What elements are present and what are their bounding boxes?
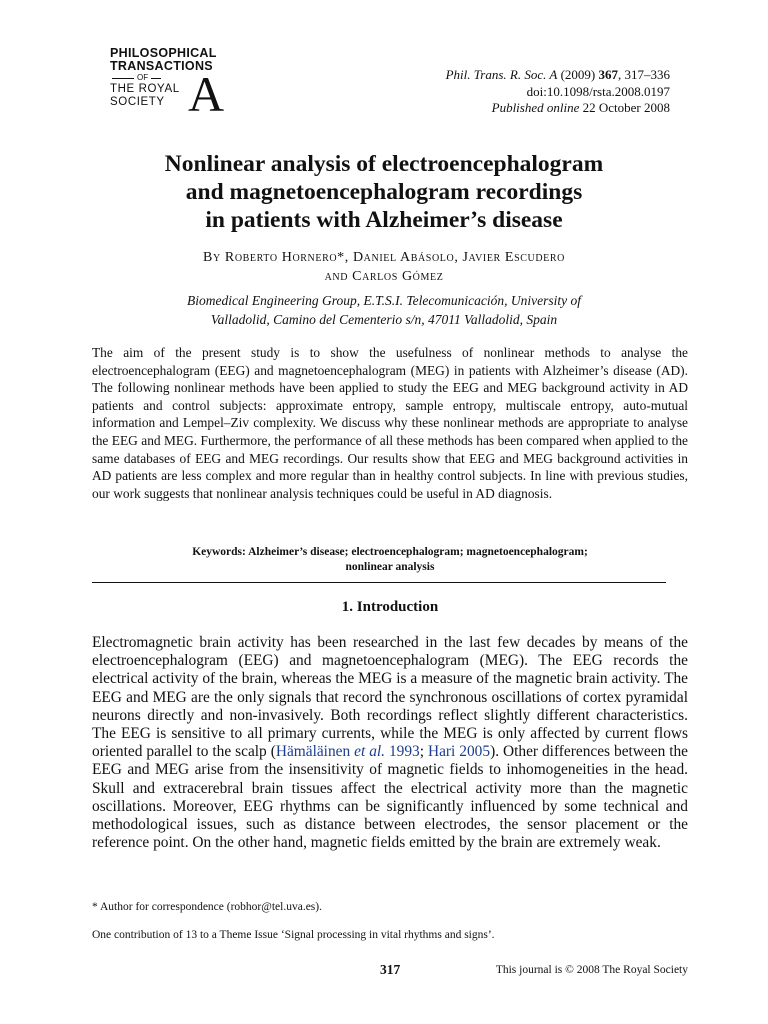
affiliation <box>90 291 678 329</box>
paper-title <box>90 150 678 234</box>
keywords-line: nonlinear analysis <box>345 561 435 573</box>
introduction-paragraph <box>92 634 688 852</box>
logo-line-society: SOCIETY <box>110 95 165 108</box>
citation-line <box>446 67 670 84</box>
logo-line-the-royal: THE ROYAL <box>110 83 180 95</box>
title-line: and magnetoencephalogram recordings <box>185 179 583 205</box>
keywords-line: Keywords: Alzheimer’s disease; electroencephalogram; magnetoencephalogram; <box>192 546 588 558</box>
copyright-notice: This journal is © 2008 The Royal Society <box>495 964 688 976</box>
citation-separator: ; <box>419 743 428 761</box>
journal-logo <box>110 46 240 122</box>
citation-pages: , 317–336 <box>618 67 670 82</box>
abstract: The aim of the present study is to show the usefulness of nonlinear methods to analyse the electroencephalogram (EEG) and magnetoencephalogram (MEG) in patients with Alzheimer’s disease (AD). The following nonlinear methods have been applied to study the EEG and MEG background activity in AD patients and control subjects: approximate entropy, sample entropy, multiscale entropy, auto-mutual information and Lempel–Ziv complexity. We discuss why these nonlinear methods are appropriate to analyse the EEG and MEG. Furthermore, the performance of all these methods has been compared when applied to the same databases of EEG and MEG recordings. Our results show that EEG and MEG background activities in AD patients are less complex and more regular than in healthy control subjects. In line with previous studies, our work suggests that nonlinear analysis techniques could be useful in AD diagnosis. <box>92 345 688 501</box>
citation-link-hari[interactable]: Hari 2005 <box>427 743 491 761</box>
title-line: Nonlinear analysis of electroencephalogram <box>164 151 604 177</box>
author-list <box>90 248 678 286</box>
logo-line-transactions: TRANSACTIONS <box>110 59 213 73</box>
logo-of: OF <box>112 73 240 83</box>
page-number: 317 <box>380 962 401 977</box>
title-line: in patients with Alzheimer’s disease <box>205 207 563 233</box>
affiliation-line: Valladolid, Camino del Cementerio s/n, 47011 Valladolid, Spain <box>210 312 558 327</box>
logo-series-letter: A <box>188 66 225 122</box>
citation-year: (2009) <box>560 67 596 82</box>
authors-line: By Roberto Hornero*, Daniel Abásolo, Javier Escudero <box>203 250 565 265</box>
journal-name: Phil. Trans. R. Soc. A <box>445 67 558 82</box>
doi: doi:10.1098/rsta.2008.0197 <box>526 83 670 99</box>
intro-text-part1: Electromagnetic brain activity has been researched in the last few decades by means of the electroencephalogram (EEG) and magnetoencephalogram (MEG). The EEG records the electrical activity of the brain, whereas the MEG is a measure of the magnetic brain activity. The EEG and MEG are the only signals that record the synchronous oscillations of cortex pyramidal neurons directly and non-invasively. Both recordings reflect slightly different characteristics. The EEG is sensitive to all primary currents, while the MEG is only affected by current flows oriented parallel to the scalp ( <box>92 634 688 761</box>
citation-volume: 367 <box>598 67 618 82</box>
intro-text-part2: ). Other differences between the EEG and MEG arise from the insensitivity of magnetic fields to inhomogeneities in the head. Skull and extracerebral brain tissues affect the electrical activity more than the magnetic oscillations. Moreover, EEG rhythms can be significantly influenced by some technical and methodological issues, such as distance between electrodes, the sensor placement or the reference point. On the other hand, magnetic fields emitted by the brain are extremely weak. <box>92 743 689 852</box>
section-divider <box>92 582 666 583</box>
keywords <box>92 545 688 575</box>
affiliation-line: Biomedical Engineering Group, E.T.S.I. Telecomunicación, University of <box>187 293 581 308</box>
footnote-correspondence: * Author for correspondence (robhor@tel.uva.es). <box>92 901 322 913</box>
published-online: Published online 22 October 2008 <box>491 100 670 115</box>
citation-block <box>446 67 670 117</box>
footnote-contribution: One contribution of 13 to a Theme Issue ‘Signal processing in vital rhythms and signs’. <box>92 929 495 941</box>
section-heading-introduction: 1. Introduction <box>341 599 439 615</box>
authors-line: and Carlos Gómez <box>324 269 444 284</box>
logo-line-philosophical: PHILOSOPHICAL <box>110 46 217 60</box>
citation-link-hamalainen[interactable]: Hämäläinen et al. 1993 <box>275 743 420 761</box>
